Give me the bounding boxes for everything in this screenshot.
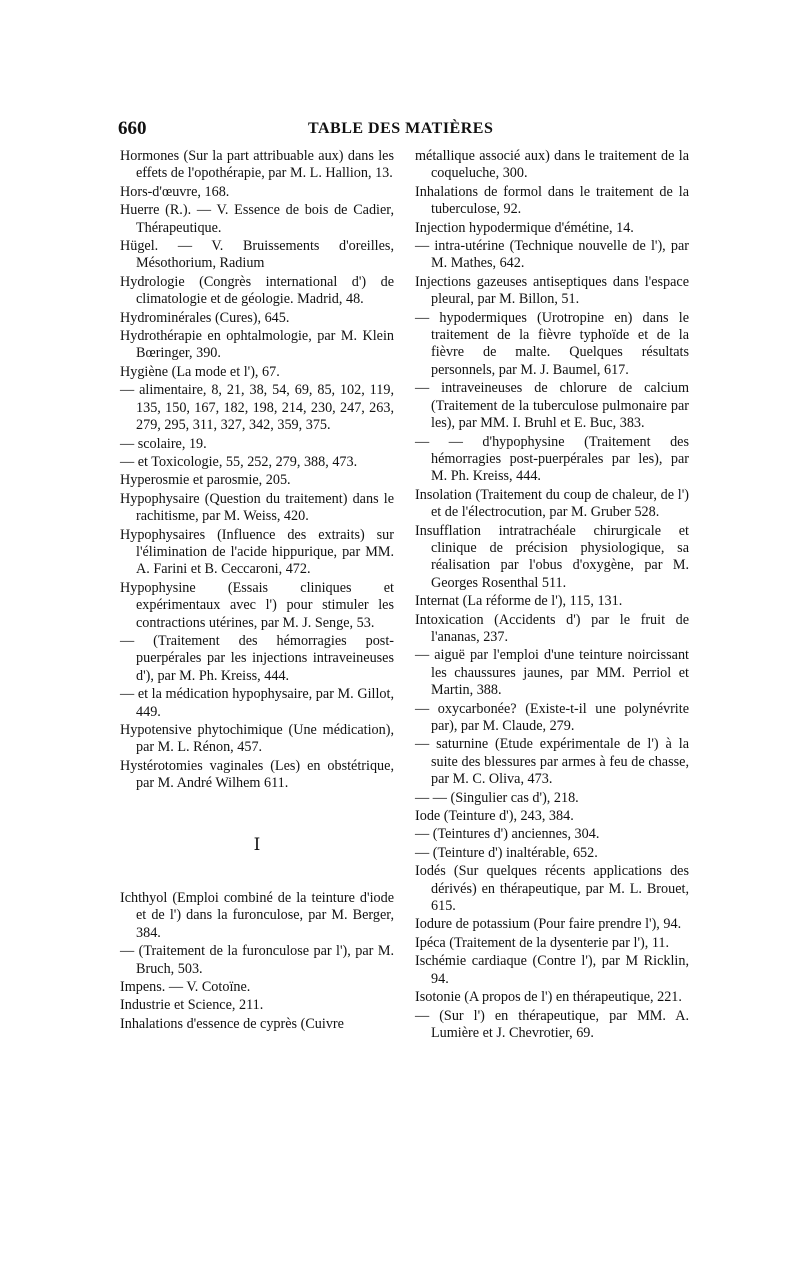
index-entry: Hydrologie (Congrès international d') de climatologie et de géologie. Madrid, 48. <box>120 273 394 308</box>
page-header <box>118 118 678 142</box>
index-entry: Isotonie (A propos de l') en thérapeutique, 221. <box>415 989 682 1006</box>
right-column <box>415 148 689 1043</box>
index-entry: Ischémie cardiaque (Contre l'), par M Ricklin, 94. <box>415 953 689 987</box>
index-entry: — (Traitement des hémorragies post-puerpérales par les injections intraveineuses d'), par M. Ph. Kreiss, 444. <box>120 632 394 684</box>
index-entry: Intoxication (Accidents d') par le fruit de l'ananas, 237. <box>415 611 689 645</box>
index-entry: Hypophysine (Essais cliniques et expérimentaux avec l') pour stimuler les contractions utérines, par M. J. Senge, 53. <box>120 579 394 631</box>
index-entry: Internat (La réforme de l'), 115, 131. <box>415 593 623 610</box>
index-entry: Hügel. — V. Bruissements d'oreilles, Mésothorium, Radium <box>120 238 394 272</box>
index-entry: — (Sur l') en thérapeutique, par MM. A. Lumière et J. Chevrotier, 69. <box>415 1007 689 1041</box>
index-entry: — scolaire, 19. <box>120 435 207 452</box>
index-entry: — (Traitement de la furonculose par l'), par M. Bruch, 503. <box>120 943 394 977</box>
index-entry: Hystérotomies vaginales (Les) en obstétrique, par M. André Wilhem 611. <box>120 757 394 792</box>
index-entry: — et la médication hypophysaire, par M. Gillot, 449. <box>120 686 394 720</box>
left-column <box>120 148 394 1034</box>
index-entry: Hypophysaire (Question du traitement) dans le rachitisme, par M. Weiss, 420. <box>120 490 394 525</box>
index-entry: Iode (Teinture d'), 243, 384. <box>415 808 574 825</box>
index-entry: — saturnine (Etude expérimentale de l') à la suite des blessures par armes à feu de chasse, par M. C. Oliva, 473. <box>415 736 689 788</box>
index-entry: — intraveineuses de chlorure de calcium (Traitement de la tuberculose pulmonaire par les), par MM. I. Bruhl et E. Buc, 383. <box>415 380 689 432</box>
index-entry: Impens. — V. Cotoïne. <box>120 979 251 996</box>
page-number: 660 <box>118 118 147 139</box>
index-entry: Iodure de potassium (Pour faire prendre l'), 94. <box>415 916 682 933</box>
index-entry: — aiguë par l'emploi d'une teinture noircissant les chaussures jaunes, par MM. Perriol et Martin, 388. <box>415 647 689 699</box>
index-entry: — alimentaire, 8, 21, 38, 54, 69, 85, 102, 119, 135, 150, 167, 182, 198, 214, 230, 247, 263, 279, 295, 311, 327, 342, 359, 375. <box>120 382 394 434</box>
index-entry: Industrie et Science, 211. <box>120 997 264 1014</box>
index-entry: — oxycarbonée? (Existe-t-il une polynévrite par), par M. Claude, 279. <box>415 700 689 734</box>
section-letter: I <box>253 834 261 855</box>
index-entry: Ipéca (Traitement de la dysenterie par l'), 11. <box>415 934 670 951</box>
index-entry: — (Teintures d') anciennes, 304. <box>415 826 600 843</box>
index-entry: Inhalations d'essence de cyprès (Cuivre <box>120 1015 344 1032</box>
running-title: TABLE DES MATIÈRES <box>308 120 494 137</box>
index-entry: — hypodermiques (Urotropine en) dans le traitement de la fièvre typhoïde et de la fièvre de malte. Quelques résultats personnels, par M. J. Baumel, 617. <box>415 309 689 378</box>
index-entry: métallique associé aux) dans le traitement de la coqueluche, 300. <box>415 148 689 182</box>
index-entry: — — (Singulier cas d'), 218. <box>415 789 579 806</box>
index-entry: Ichthyol (Emploi combiné de la teinture d'iode et de l') dans la furonculose, par M. Berger, 384. <box>120 890 394 941</box>
index-entry: Hydrothérapie en ophtalmologie, par M. Klein Bœringer, 390. <box>120 328 394 362</box>
index-entry: Hypophysaires (Influence des extraits) sur l'élimination de l'acide hippurique, par MM. A. Farini et B. Ceccaroni, 472. <box>120 526 394 578</box>
index-entry: — et Toxicologie, 55, 252, 279, 388, 473. <box>120 453 358 470</box>
index-entry: — (Teinture d') inaltérable, 652. <box>415 844 598 861</box>
index-entry: Hygiène (La mode et l'), 67. <box>120 363 280 380</box>
left-entries-after <box>120 890 394 1033</box>
index-entry: Hormones (Sur la part attribuable aux) dans les effets de l'opothérapie, par M. L. Hallion, 13. <box>120 148 394 182</box>
index-entry: Insolation (Traitement du coup de chaleur, de l') et de l'électrocution, par M. Gruber 528. <box>415 486 689 521</box>
index-entry: — — d'hypophysine (Traitement des hémorragies post-puerpérales par les), par M. Ph. Kreiss, 444. <box>415 433 689 485</box>
index-entry: Injections gazeuses antiseptiques dans l'espace pleural, par M. Billon, 51. <box>415 273 689 308</box>
index-entry: Hypotensive phytochimique (Une médication), par M. L. Rénon, 457. <box>120 722 394 756</box>
index-entry: Injection hypodermique d'émétine, 14. <box>415 219 634 236</box>
left-entries-before <box>120 148 394 793</box>
index-entry: Hyperosmie et parosmie, 205. <box>120 472 291 489</box>
index-entry: Iodés (Sur quelques récents applications des dérivés) en thérapeutique, par M. L. Brouet, 615. <box>415 863 689 915</box>
index-entry: Insufflation intratrachéale chirurgicale et clinique de précision physiologique, sa réalisation par l'obus d'oxygène, par M. Georges Rosenthal 511. <box>415 522 689 591</box>
index-entry: Inhalations de formol dans le traitement de la tuberculose, 92. <box>415 183 689 218</box>
index-entry: — intra-utérine (Technique nouvelle de l'), par M. Mathes, 642. <box>415 238 689 272</box>
index-entry: Hors-d'œuvre, 168. <box>120 183 230 200</box>
index-entry: Huerre (R.). — V. Essence de bois de Cadier, Thérapeutique. <box>120 202 394 236</box>
index-entry: Hydrominérales (Cures), 645. <box>120 309 290 326</box>
